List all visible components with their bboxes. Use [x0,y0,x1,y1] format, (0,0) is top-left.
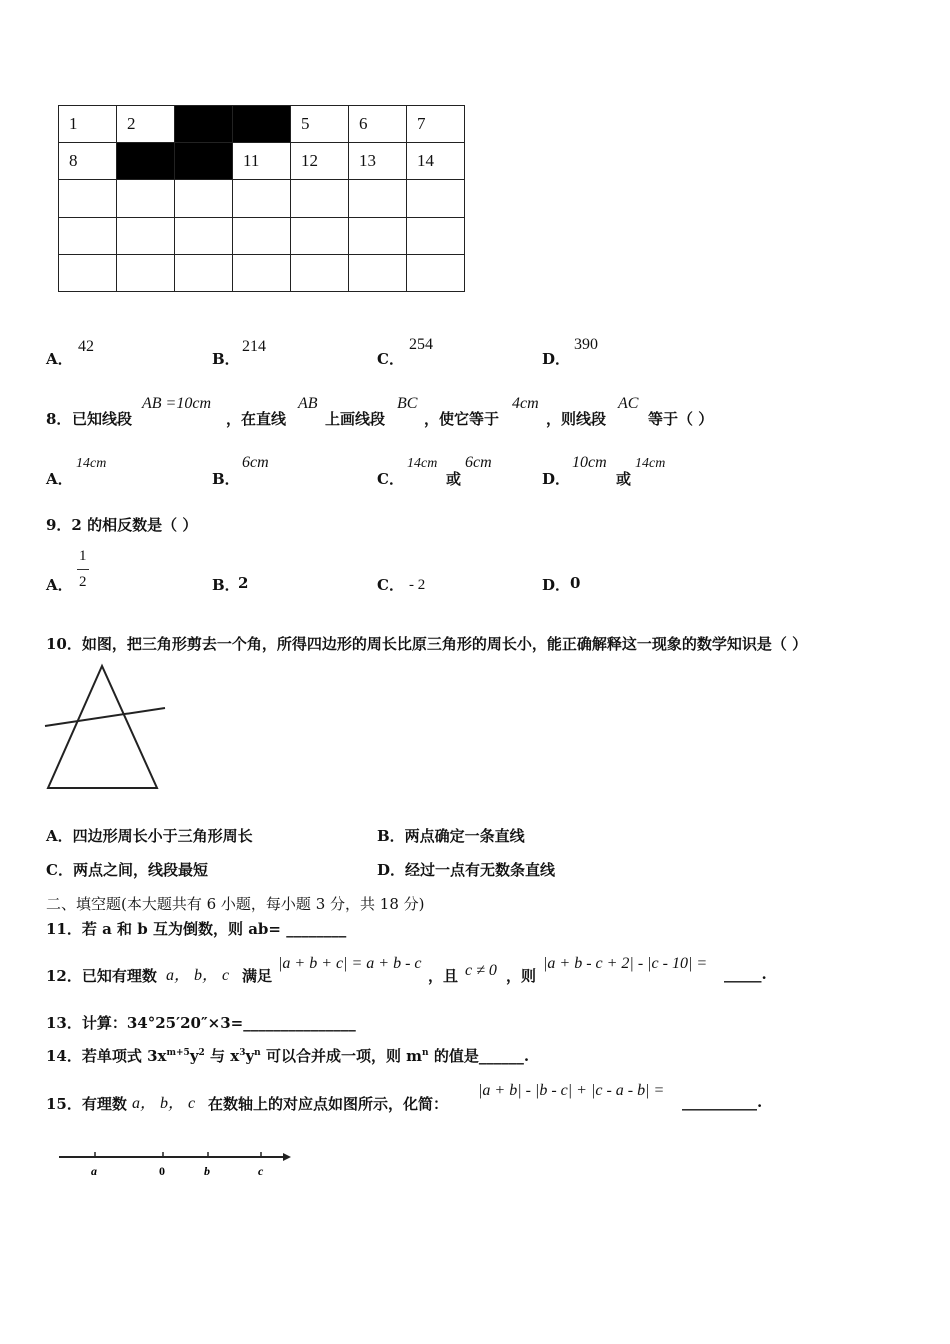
q8-math: AC [618,395,639,412]
grid-cell [407,217,465,254]
grid-cell [59,254,117,291]
option-d-value: 0 [570,574,581,592]
option-c-label: C． [377,576,404,594]
q14-sup: 2 [198,1048,205,1058]
fraction-numerator: 1 [79,548,87,564]
grid-cell [59,217,117,254]
q14-sup: n [422,1048,429,1058]
q12-text: 12．已知有理数 [46,967,157,985]
option-d-label: D． [542,350,571,368]
q14-sup: n [254,1048,261,1058]
grid-cell [117,217,175,254]
option-b-label: B． [212,576,240,594]
q14-text: 14．若单项式 3x [46,1047,167,1065]
grid-cell: 14 [407,143,465,180]
q15-math: a， b， c [132,1095,196,1112]
q12-math: |a + b + c| = a + b - c [278,955,422,972]
grid-row [59,217,465,254]
q8-math: AB [298,395,318,412]
section-heading: 二、填空题(本大题共有 6 小题，每小题 3 分，共 18 分) [46,895,425,913]
q10-option-d: D．经过一点有无数条直线 [377,861,556,879]
grid-cell [349,217,407,254]
grid-row [59,180,465,217]
fraction-bar [77,569,89,570]
q8-number: 8． [46,410,72,428]
option-b-label: B． [212,350,240,368]
option-c-value2: 6cm [465,454,492,471]
option-a-value: 42 [78,338,94,355]
q14-text: y [189,1047,199,1065]
grid-cell [233,254,291,291]
grid-cell [117,180,175,217]
grid-cell [291,180,349,217]
q12-blank: _____. [724,965,767,983]
grid-cell: 5 [291,106,349,143]
q15-math: |a + b| - |b - c| + |c - a - b| = [478,1082,665,1099]
label-b: b [204,1164,210,1178]
q15-text: 在数轴上的对应点如图所示，化简： [208,1095,449,1113]
triangle-cut-figure [40,660,175,795]
q12-math: c ≠ 0 [465,962,497,979]
grid-row [59,106,465,143]
number-line-arrow [283,1153,291,1161]
option-c-value: 14cm [407,456,438,471]
option-d-label: D． [542,576,571,594]
grid-cell [175,217,233,254]
grid-black-cell [233,106,291,143]
grid-cell: 12 [291,143,349,180]
q8-text: ，使它等于 [424,410,500,428]
option-a-value: 14cm [76,456,107,471]
q15-blank: __________. [682,1093,763,1111]
q8-text: ，则线段 [546,410,607,428]
grid-cell: 7 [407,106,465,143]
q14-text: 与 x [204,1047,240,1065]
label-c: c [258,1164,264,1178]
option-c-label: C． [377,350,404,368]
q15-text: 15．有理数 [46,1095,127,1113]
grid-black-cell [175,143,233,180]
grid-cell [233,180,291,217]
question-13: 13．计算：34°25′20″×3=_______________ [46,1014,356,1032]
q10-option-a: A．四边形周长小于三角形周长 [46,827,253,845]
q8-text: 上画线段 [325,410,386,428]
grid-cell [291,217,349,254]
grid-cell [117,254,175,291]
grid-cell [407,254,465,291]
option-b-value: 2 [238,574,249,592]
grid-row [59,143,465,180]
option-c-label: C． [377,470,404,488]
grid-row [59,254,465,291]
q8-math: BC [397,395,418,412]
grid-black-cell [117,143,175,180]
q10-text: 10．如图，把三角形剪去一个角，所得四边形的周长比原三角形的周长小，能正确解释这一现象的数学知识是（ ） [46,635,808,653]
grid-black-cell [175,106,233,143]
option-d-label: D． [542,470,571,488]
grid-cell [291,254,349,291]
q12-text: 满足 [242,967,273,985]
fraction-denominator: 2 [79,574,87,590]
question-11: 11．若 a 和 b 互为倒数，则 ab= ________ [46,920,347,938]
grid-cell [175,254,233,291]
grid-cell [175,180,233,217]
label-a: a [91,1164,97,1178]
option-d-or: 或 [616,470,632,488]
q8-text: ，在直线 [226,410,287,428]
q14-sup: m+5 [166,1048,190,1058]
triangle-shape [48,666,157,788]
cut-line [45,708,165,726]
q14-text: y [245,1047,255,1065]
question-14 [46,1045,529,1066]
q14-text: 的值是______. [428,1047,530,1065]
grid-cell: 13 [349,143,407,180]
q14-sup: 3 [239,1048,246,1058]
option-b-value: 6cm [242,454,269,471]
option-c-value: 254 [409,336,433,353]
q8-text: 已知线段 [72,410,133,428]
option-a-label: A． [46,576,73,594]
q14-text: 可以合并成一项，则 m [260,1047,423,1065]
grid-table [58,105,465,292]
number-line-figure [55,1145,295,1185]
q12-text: ，且 [428,967,459,985]
q12-text: ，则 [506,967,537,985]
q10-option-b: B．两点确定一条直线 [377,827,525,845]
q8-math: 4cm [512,395,539,412]
option-a-label: A． [46,470,73,488]
option-b-label: B． [212,470,240,488]
grid-cell [407,180,465,217]
grid-cell [59,180,117,217]
grid-cell: 6 [349,106,407,143]
grid-cell [233,217,291,254]
label-zero: 0 [159,1164,165,1178]
grid-cell: 11 [233,143,291,180]
number-grid [58,105,465,292]
grid-cell: 2 [117,106,175,143]
option-d-value: 10cm [572,454,607,471]
grid-cell [349,254,407,291]
option-c-or: 或 [446,470,462,488]
grid-cell: 1 [59,106,117,143]
q12-math: a， b， c [166,967,230,984]
option-d-value2: 14cm [635,456,666,471]
grid-cell [349,180,407,217]
q8-text: 等于（ ） [648,410,714,428]
option-b-value: 214 [242,338,266,355]
option-c-value: - 2 [409,577,426,593]
q10-option-c: C．两点之间，线段最短 [46,861,208,879]
option-a-label: A． [46,350,73,368]
option-d-value: 390 [574,336,598,353]
q8-math: AB =10cm [142,395,211,412]
q9-text: 9．2 的相反数是（ ） [46,516,198,534]
grid-cell: 8 [59,143,117,180]
q12-math: |a + b - c + 2| - |c - 10| = [543,955,708,972]
